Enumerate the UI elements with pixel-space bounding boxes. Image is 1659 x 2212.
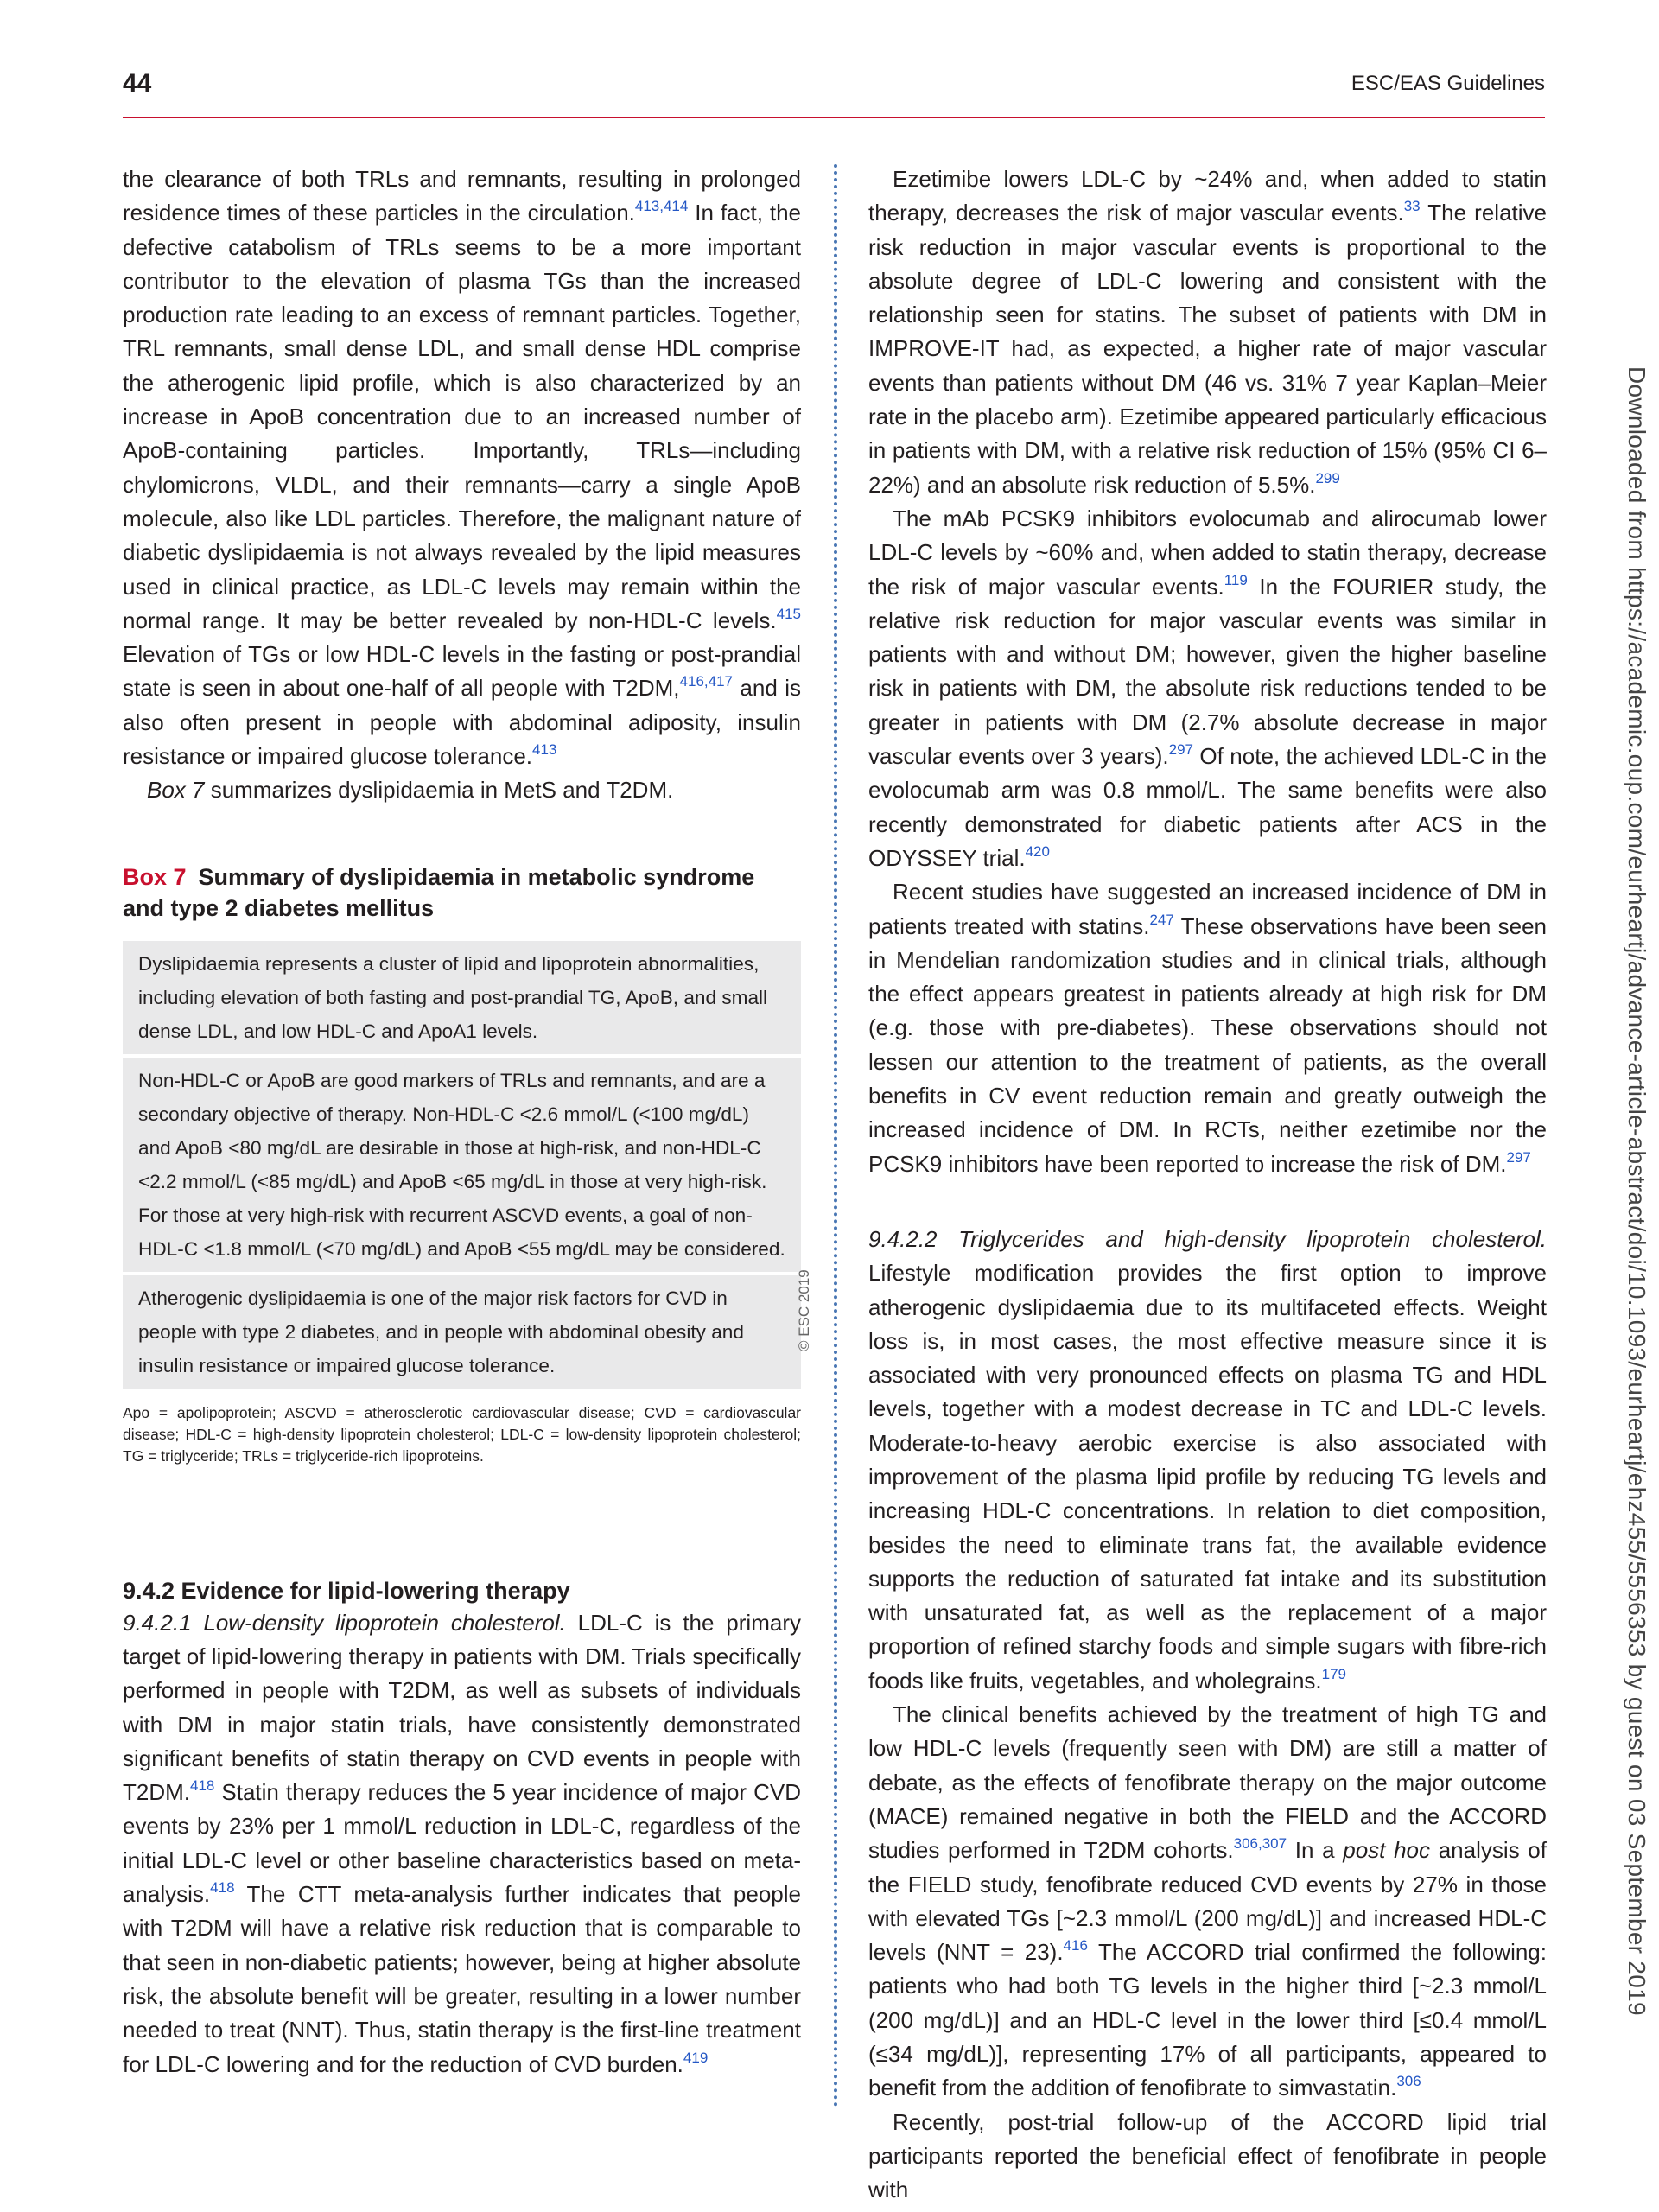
paragraph: 9.4.2.1 Low-density lipoprotein cholesterol. LDL-C is the primary target of lipid-lowering therapy in patients with DM. Trials specifically performed in people with T2DM, as well as subsets of individuals with DM in major statin trials, have consistently demonstrated significant benefits of statin therapy on CVD events in people with T2DM.$^{418}$ Statin therapy reduces the 5 year incidence of major CVD events by 23% per 1 mmol/L reduction in LDL-C, regardless of the initial LDL-C level or other baseline characteristics based on meta-analysis.$^{418}$ The CTT meta-analysis further indicates that people with T2DM will have a relative risk reduction that is comparable to that seen in non-diabetic patients; however, being at higher absolute risk, the absolute benefit will be greater, resulting in a lower number needed to treat (NNT). Thus, statin therapy is the first-line treatment for LDL-C lowering and for the reduction of CVD burden.$^{419}$ bbox=[123, 1609, 801, 2077]
box-row: Atherogenic dyslipidaemia is one of the major risk factors for CVD in people with type 2 diabetes, and in people with abdominal obesity and insulin resistance or impaired glucose tolerance. bbox=[123, 1275, 801, 1389]
citation[interactable]: 418 bbox=[210, 1879, 235, 1897]
paragraph: the clearance of both TRLs and remnants, resulting in prolonged residence times of these particles in the circulation.$^{413,414}$ In fact, the defective catabolism of TRLs seems to be a more important contributor to the elevation of plasma TGs than the increased production rate leading to an excess of remnant particles. Together, TRL remnants, small dense LDL, and small dense HDL comprise the atherogenic lipid profile, which is also characterized by an increase in ApoB concentration due to an increased number of ApoB-containing particles. Importantly, TRLs—including chylomicrons, VLDL, and their remnants—carry a single ApoB molecule, also like LDL particles. Therefore, the malignant nature of diabetic dyslipidaemia is not always revealed by the lipid measures used in clinical practice, as LDL-C levels may remain within the normal range. It may be better revealed by non-HDL-C levels.$^{415}$ Elevation of TGs or low HDL-C levels in the fasting or post-prandial state is seen in about one-half of all people with T2DM,$^{416,417}$ and is also often present in people with abdominal adiposity, insulin resistance or impaired glucose tolerance.$^{413}$ bbox=[123, 166, 801, 770]
header-rule bbox=[123, 117, 1545, 118]
paragraph: The clinical benefits achieved by the treatment of high TG and low HDL-C levels (frequently seen with DM) are still a matter of debate, as the effects of fenofibrate therapy on the major outcome (MACE) remained negative in both the FIELD and the ACCORD studies performed in T2DM cohorts.$^{306,307}$ In a post hoc analysis of the FIELD study, fenofibrate reduced CVD events by 27% in those with elevated TGs [~2.3 mmol/L (200 mg/dL)] and increased HDL-C levels (NNT = 23).$^{416}$ The ACCORD trial confirmed the following: patients who had both TG levels in the higher third [~2.3 mmol/L (200 mg/dL)] and an HDL-C level in the lower third [≤0.4 mmol/L (≤34 mg/dL)], representing 17% of all participants, appeared to benefit from the addition of fenofibrate to simvastatin.$^{306}$ bbox=[868, 1701, 1547, 2101]
left-column bbox=[123, 162, 801, 2082]
box-title: Box 7 Summary of dyslipidaemia in metabolic syndrome and type 2 diabetes mellitus bbox=[123, 863, 755, 921]
citation[interactable]: 419 bbox=[683, 2049, 709, 2066]
box-7 bbox=[123, 861, 801, 1467]
citation[interactable]: 119 bbox=[1224, 571, 1248, 588]
citation[interactable]: 416,417 bbox=[679, 673, 733, 690]
section-heading: 9.4.2 Evidence for lipid-lowering therapy bbox=[123, 1577, 570, 1604]
box-abbreviations: Apo = apolipoprotein; ASCVD = atherosclerotic cardiovascular disease; CVD = cardiovascular disease; HDL-C = high-density lipoprotein cholesterol; LDL-C = low-density lipoprotein cholesterol; TG = triglyceride; TRLs = triglyceride-rich lipoproteins. bbox=[123, 1403, 801, 1465]
citation[interactable]: 420 bbox=[1025, 842, 1050, 860]
box-row: Dyslipidaemia represents a cluster of lipid and lipoprotein abnormalities, including elevation of both fasting and post-prandial TG, ApoB, and small dense LDL, and low HDL-C and ApoA1 levels. bbox=[123, 941, 801, 1054]
citation[interactable]: 247 bbox=[1149, 911, 1174, 928]
citation[interactable]: 179 bbox=[1321, 1665, 1347, 1682]
box-rows bbox=[123, 941, 801, 1389]
column-divider bbox=[834, 164, 837, 2108]
citation[interactable]: 413 bbox=[532, 741, 557, 759]
citation[interactable]: 306 bbox=[1396, 2073, 1421, 2090]
right-column bbox=[868, 162, 1547, 2208]
paragraph: Recently, post-trial follow-up of the ACCORD lipid trial participants reported the beneficial effect of fenofibrate in people with bbox=[868, 2108, 1547, 2203]
box-row: Non-HDL-C or ApoB are good markers of TRLs and remnants, and are a secondary objective of therapy. Non-HDL-C <2.6 mmol/L (<100 mg/dL) and ApoB <80 mg/dL are desirable in those at high-risk, and non-HDL-C <2.2 mmol/L (<85 mg/dL) and ApoB <65 mg/dL in those at very high-risk. For those at very high-risk with recurrent ASCVD events, a goal of non-HDL-C <1.8 mmol/L (<70 mg/dL) and ApoB <55 mg/dL may be considered. bbox=[123, 1058, 801, 1272]
download-watermark: Downloaded from https://academic.oup.com/eurheartj/advance-article-abstract/doi/10.1093/eurheartj/ehz455/5556353 by guest on 03 September 2019 bbox=[1624, 366, 1650, 2016]
page-number: 44 bbox=[123, 69, 152, 98]
citation[interactable]: 297 bbox=[1168, 741, 1193, 759]
paragraph: Recent studies have suggested an increased incidence of DM in patients treated with statins.$^{247}$ These observations have been seen in Mendelian randomization studies and in clinical trials, although the effect appears greatest in patients already at high risk for DM (e.g. those with pre-diabetes). These observations should not lessen our attention to the treatment of patients, as the overall benefits in CV event reduction remain and greatly outweigh the increased incidence of DM. In RCTs, neither ezetimibe nor the PCSK9 inhibitors have been reported to increase the risk of DM.$^{297}$ bbox=[868, 879, 1547, 1177]
subsection-heading: 9.4.2.1 Low-density lipoprotein cholesterol. bbox=[123, 1609, 566, 1636]
box-copyright: © ESC 2019 bbox=[796, 1269, 812, 1351]
paragraph: Ezetimibe lowers LDL-C by ~24% and, when added to statin therapy, decreases the risk of major vascular events.$^{33}$ The relative risk reduction in major vascular events is proportional to the absolute degree of LDL-C lowering and consistent with the relationship seen for statins. The subset of patients with DM in IMPROVE-IT had, as expected, a higher rate of major vascular events than patients without DM (46 vs. 31% 7 year Kaplan–Meier rate in the placebo arm). Ezetimibe appeared particularly efficacious in patients with DM, with a relative risk reduction of 15% (95% CI 6–22%) and an absolute risk reduction of 5.5%.$^{299}$ bbox=[868, 166, 1547, 498]
citation[interactable]: 33 bbox=[1403, 198, 1421, 215]
paragraph: Box 7 summarizes dyslipidaemia in MetS and T2DM. bbox=[147, 777, 674, 804]
paragraph: 9.4.2.2 Triglycerides and high-density lipoprotein cholesterol. Lifestyle modification provides the first option to improve atherogenic dyslipidaemia due to its multifaceted effects. Weight loss is, in most cases, the most effective measure since it is associated with very pronounced effects on plasma TG and HDL levels, together with a modest decrease in TC and LDL-C levels. Moderate-to-heavy aerobic exercise is also associated with improvement of the plasma lipid profile by reducing TG levels and increasing HDL-C concentrations. In relation to diet composition, besides the need to eliminate trans fat, the available evidence supports the reduction of saturated fat intake and its substitution with unsaturated fat, as well as the replacement of a major proportion of refined starchy foods and simple sugars with fibre-rich foods like fruits, vegetables, and wholegrains.$^{179}$ bbox=[868, 1225, 1547, 1694]
citation[interactable]: 415 bbox=[776, 605, 801, 622]
citation[interactable]: 306,307 bbox=[1233, 1835, 1287, 1853]
citation[interactable]: 299 bbox=[1315, 469, 1340, 486]
citation[interactable]: 413,414 bbox=[634, 198, 689, 215]
subsection-heading: 9.4.2.2 Triglycerides and high-density lipoprotein cholesterol. bbox=[868, 1225, 1547, 1252]
journal-title: ESC/EAS Guidelines bbox=[1351, 72, 1545, 95]
box-label: Box 7 bbox=[123, 863, 187, 890]
paragraph: The mAb PCSK9 inhibitors evolocumab and alirocumab lower LDL-C levels by ~60% and, when added to statin therapy, decrease the risk of major vascular events.$^{119}$ In the FOURIER study, the relative risk reduction for major vascular events was similar in patients with and without DM; however, given the higher baseline risk in patients with DM, the absolute risk reductions tended to be greater in patients with DM (2.7% absolute decrease in major vascular events over 3 years).$^{297}$ Of note, the achieved LDL-C in the evolocumab arm was 0.8 mmol/L. The same benefits were also recently demonstrated for diabetic patients after ACS in the ODYSSEY trial.$^{420}$ bbox=[868, 505, 1547, 871]
citation[interactable]: 416 bbox=[1063, 1937, 1088, 1955]
citation[interactable]: 297 bbox=[1506, 1148, 1531, 1166]
citation[interactable]: 418 bbox=[190, 1777, 215, 1795]
